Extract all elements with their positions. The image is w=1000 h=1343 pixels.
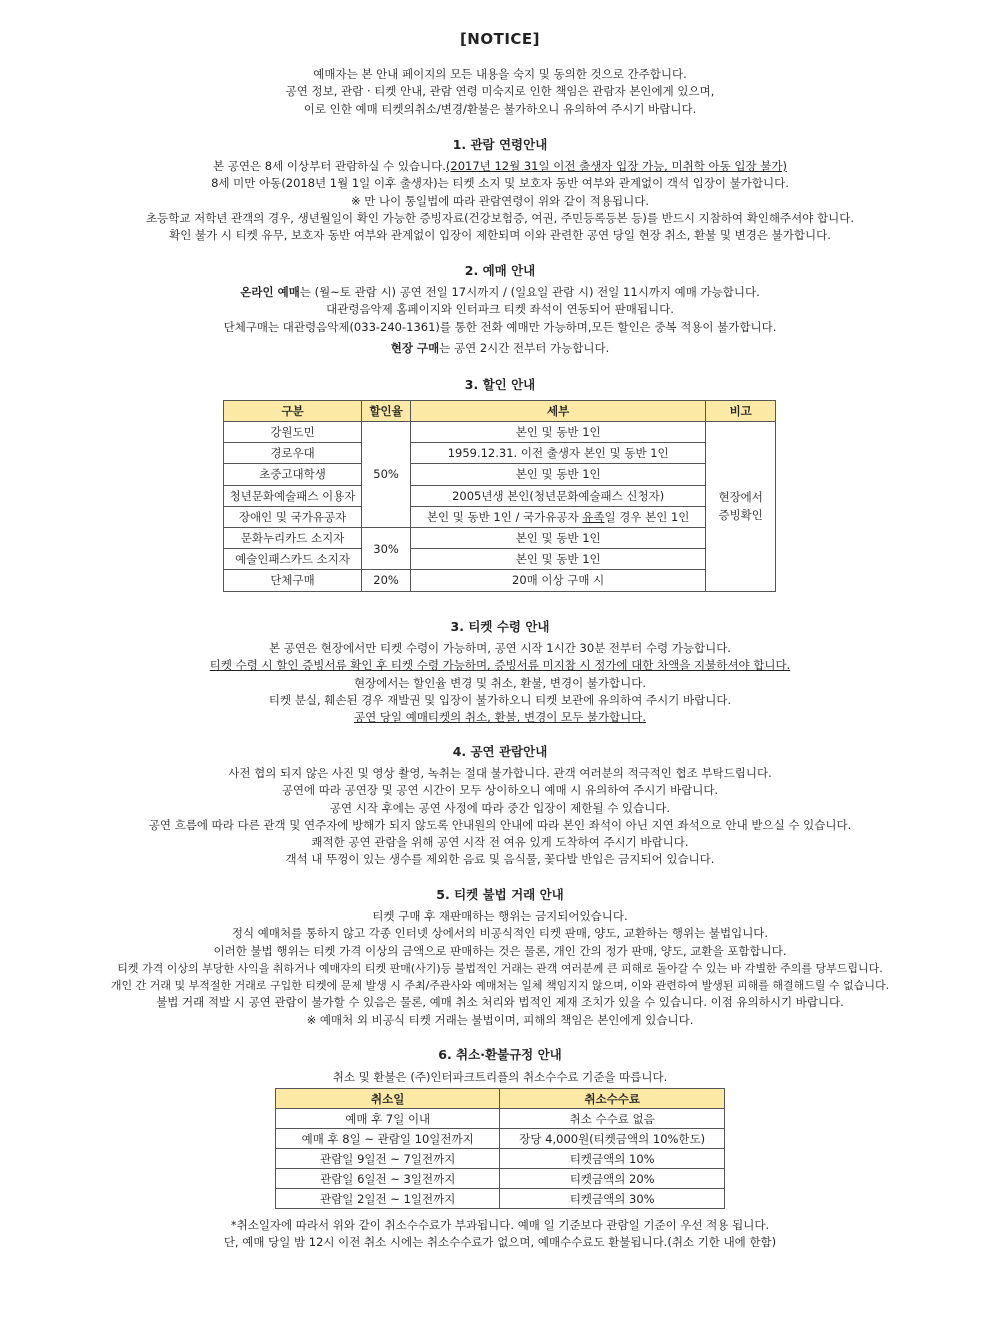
viewing-line: 공연 시작 후에는 공연 사정에 따라 중간 입장이 제한될 수 있습니다. — [329, 800, 671, 815]
discount-detail: 본인 및 동반 1인 — [410, 549, 705, 570]
table-row — [224, 422, 776, 443]
discount-rate: 30% — [362, 527, 411, 569]
pickup-line: 현장에서는 할인율 변경 및 취소, 환불, 변경이 불가합니다. — [353, 675, 647, 690]
table-header: 취소일 — [276, 1089, 500, 1109]
section-heading-viewing: 4. 공연 관람안내 — [452, 744, 548, 759]
refund-period: 관람일 2일전 ~ 1일전까지 — [276, 1189, 500, 1209]
age-line: ※ 만 나이 통일법에 따라 관람연령이 위와 같이 적용됩니다. — [350, 193, 650, 208]
refund-footnotes — [0, 1217, 1000, 1252]
table-header: 비고 — [706, 401, 776, 422]
discount-rate: 50% — [362, 422, 411, 528]
table-header: 구분 — [224, 401, 362, 422]
age-line: 8세 미만 아동(2018년 1월 1일 이후 출생자)는 티켓 소지 및 보호자 동반 여부와 관계없이 객석 입장이 불가합니다. — [211, 176, 789, 191]
table-row — [276, 1149, 725, 1169]
pickup-line: 본 공연은 현장에서만 티켓 수령이 가능하며, 공연 시작 1시간 30분 전부터 수령 가능합니다. — [269, 641, 731, 655]
illegal-trade-line: 개인 간 거래 및 부적절한 거래로 구입한 티켓에 문제 발생 시 주최/주관사와 예매처는 일체 책임지지 않으며, 이와 관련하여 발생된 피해를 해결해드릴 수 없습니다. — [110, 979, 890, 993]
refund-period: 관람일 6일전 ~ 3일전까지 — [276, 1169, 500, 1189]
section-heading-booking: 2. 예매 안내 — [464, 263, 536, 278]
age-line — [0, 158, 1000, 175]
table-row — [224, 443, 776, 464]
illegal-trade-section-body — [0, 908, 1000, 1029]
table-header: 세부 — [410, 401, 705, 422]
viewing-line: 쾌적한 공연 관람을 위해 공연 시작 전 여유 있게 도착하여 주시기 바랍니다. — [311, 835, 689, 850]
age-section-body — [0, 158, 1000, 244]
illegal-trade-line: 티켓 가격 이상의 부당한 사익을 취하거나 예매자의 티켓 판매(사기)등 불법적인 거래는 관객 여러분께 큰 피해로 돌아갈 수 있는 바 각별한 주의를 당부드립니다. — [117, 961, 883, 975]
discount-detail: 20매 이상 구매 시 — [410, 570, 705, 591]
table-header: 할인율 — [362, 401, 411, 422]
discount-rate: 20% — [362, 570, 411, 591]
illegal-trade-line: 불법 거래 적발 시 공연 관람이 불가할 수 있음은 물론, 예매 취소 처리와 법적인 제재 조치가 있을 수 있습니다. 이점 유의하시기 바랍니다. — [156, 995, 844, 1010]
table-row — [276, 1189, 725, 1209]
refund-footnote: 단, 예매 당일 밤 12시 이전 취소 시에는 취소수수료가 없으며, 예매수수료도 환불됩니다.(취소 기한 내에 한함) — [223, 1235, 777, 1250]
refund-intro: 취소 및 환불은 (주)인터파크트리플의 취소수수료 기준을 따릅니다. — [332, 1070, 668, 1084]
age-line-underlined: (2017년 12월 31일 이전 출생자 입장 가능, 미취학 아동 입장 불가) — [445, 159, 787, 173]
booking-line — [0, 340, 1000, 357]
notice-title: [NOTICE] — [459, 30, 541, 48]
refund-table — [275, 1088, 725, 1209]
refund-fee: 티켓금액의 10% — [500, 1149, 725, 1169]
discount-detail: 본인 및 동반 1인 — [410, 527, 705, 548]
discount-detail: 본인 및 동반 1인 — [410, 422, 705, 443]
booking-online-label: 온라인 예매 — [240, 285, 300, 299]
pickup-line: 티켓 수령 시 할인 증빙서류 확인 후 티켓 수령 가능하며, 증빙서류 미지참 시 정가에 대한 차액을 지불하셔야 합니다. — [209, 658, 791, 673]
refund-period: 예매 후 8일 ~ 관람일 10일전까지 — [276, 1129, 500, 1149]
table-row — [224, 506, 776, 527]
section-heading-illegal-trade: 5. 티켓 불법 거래 안내 — [436, 887, 564, 902]
discount-detail — [410, 506, 705, 527]
pickup-line: 티켓 분실, 훼손된 경우 재발권 및 입장이 불가하오니 티켓 보관에 유의하여 주시기 바랍니다. — [268, 692, 732, 707]
viewing-line: 사전 협의 되지 않은 사진 및 영상 촬영, 녹취는 절대 불가합니다. 관객 여러분의 적극적인 협조 부탁드립니다. — [228, 766, 772, 780]
pickup-section-body — [0, 640, 1000, 726]
intro-block — [0, 66, 1000, 118]
booking-line: 대관령음악제 홈페이지와 인터파크 티켓 좌석이 연동되어 판매됩니다. — [326, 302, 674, 317]
table-header-row — [224, 401, 776, 422]
table-header-row — [276, 1089, 725, 1109]
section-heading-age: 1. 관람 연령안내 — [452, 137, 548, 152]
discount-table — [223, 400, 776, 592]
table-row — [276, 1129, 725, 1149]
discount-category: 경로우대 — [224, 443, 362, 464]
intro-line: 예매자는 본 안내 페이지의 모든 내용을 숙지 및 동의한 것으로 간주합니다. — [313, 67, 687, 81]
discount-category: 강원도민 — [224, 422, 362, 443]
age-line: 확인 불가 시 티켓 유무, 보호자 동반 여부와 관계없이 입장이 제한되며 이와 관련한 공연 당일 현장 취소, 환불 및 변경은 불가합니다. — [169, 228, 831, 243]
booking-onsite-label: 현장 구매 — [390, 340, 440, 355]
booking-online-text: 는 (월~토 관람 시) 공연 전일 17시까지 / (일요일 관람 시) 전일 11시까지 예매 가능합니다. — [299, 285, 760, 299]
intro-line: 이로 인한 예매 티켓의취소/변경/환불은 불가하오니 유의하여 주시기 바랍니다. — [303, 101, 697, 116]
booking-onsite-text: 는 공연 2시간 전부터 가능합니다. — [439, 340, 610, 355]
age-line-text: 본 공연은 8세 이상부터 관람하실 수 있습니다. — [213, 159, 446, 173]
viewing-line: 공연에 따라 공연장 및 공연 시간이 모두 상이하오니 예매 시 유의하여 주시기 바랍니다. — [281, 783, 719, 798]
refund-fee: 장당 4,000원(티켓금액의 10%한도) — [500, 1129, 725, 1149]
discount-category: 초중고대학생 — [224, 464, 362, 485]
discount-detail-underlined: 유족 — [582, 509, 605, 524]
illegal-trade-line: 이러한 불법 행위는 티켓 가격 이상의 금액으로 판매하는 것은 물론, 개인 간의 정가 판매, 양도, 교환을 포함합니다. — [213, 943, 787, 958]
table-header: 취소수수료 — [500, 1089, 725, 1109]
viewing-line: 공연 흐름에 따라 다른 관객 및 연주자에 방해가 되지 않도록 안내원의 안내에 따라 본인 좌석이 아닌 지연 좌석으로 안내 받으실 수 있습니다. — [148, 817, 852, 832]
illegal-trade-line: 정식 예매처를 통하지 않고 각종 인터넷 상에서의 비공식적인 티켓 판매, 양도, 교환하는 행위는 불법입니다. — [231, 926, 769, 941]
illegal-trade-line: ※ 예매처 외 비공식 티켓 거래는 불법이며, 피해의 책임은 본인에게 있습니다. — [306, 1012, 694, 1027]
table-row — [224, 464, 776, 485]
discount-category: 단체구매 — [224, 570, 362, 591]
section-heading-refund: 6. 취소·환불규정 안내 — [438, 1047, 562, 1062]
discount-category: 장애인 및 국가유공자 — [224, 506, 362, 527]
viewing-line: 객석 내 뚜껑이 있는 생수를 제외한 음료 및 음식물, 꽃다발 반입은 금지되어 있습니다. — [285, 852, 715, 867]
pickup-line: 공연 당일 예매티켓의 취소, 환불, 변경이 모두 불가합니다. — [353, 710, 647, 725]
refund-fee: 티켓금액의 20% — [500, 1169, 725, 1189]
discount-category: 예술인패스카드 소지자 — [224, 549, 362, 570]
discount-note-line: 현장에서 — [718, 490, 763, 505]
booking-section-body — [0, 284, 1000, 357]
discount-category: 청년문화예술패스 이용자 — [224, 485, 362, 506]
refund-fee: 취소 수수료 없음 — [500, 1109, 725, 1129]
intro-line: 공연 정보, 관람 · 티켓 안내, 관람 연령 미숙지로 인한 책임은 관람자 본인에게 있으며, — [285, 84, 715, 99]
section-heading-discount: 3. 할인 안내 — [464, 377, 536, 392]
discount-detail-text: 본인 및 동반 1인 / 국가유공자 — [426, 509, 583, 524]
refund-fee: 티켓금액의 30% — [500, 1189, 725, 1209]
table-row — [276, 1169, 725, 1189]
discount-detail: 2005년생 본인(청년문화예술패스 신청자) — [410, 485, 705, 506]
refund-footnote: *취소일자에 따라서 위와 같이 취소수수료가 부과됩니다. 예매 일 기준보다 관람일 기준이 우선 적용 됩니다. — [230, 1218, 770, 1232]
viewing-section-body — [0, 765, 1000, 869]
booking-line: 단체구매는 대관령음악제(033-240-1361)를 통한 전화 예매만 가능하며,모든 할인은 중복 적용이 불가합니다. — [223, 319, 777, 334]
illegal-trade-line: 티켓 구매 후 재판매하는 행위는 금지되어있습니다. — [372, 909, 628, 923]
table-row — [276, 1109, 725, 1129]
discount-note — [706, 422, 776, 592]
refund-period: 예매 후 7일 이내 — [276, 1109, 500, 1129]
discount-detail-text: 일 경우 본인 1인 — [604, 509, 690, 524]
table-row — [224, 485, 776, 506]
refund-period: 관람일 9일전 ~ 7일전까지 — [276, 1149, 500, 1169]
booking-line — [0, 284, 1000, 301]
discount-category: 문화누리카드 소지자 — [224, 527, 362, 548]
discount-note-line: 증빙확인 — [718, 508, 763, 523]
discount-detail: 본인 및 동반 1인 — [410, 464, 705, 485]
age-line: 초등학교 저학년 관객의 경우, 생년월일이 확인 가능한 증빙자료(건강보험증, 여권, 주민등록등본 등)를 반드시 지참하여 확인해주셔야 합니다. — [146, 210, 854, 225]
section-heading-pickup: 3. 티켓 수령 안내 — [450, 619, 550, 634]
table-row — [224, 527, 776, 548]
table-row — [224, 570, 776, 591]
discount-detail: 1959.12.31. 이전 출생자 본인 및 동반 1인 — [410, 443, 705, 464]
table-row — [224, 549, 776, 570]
